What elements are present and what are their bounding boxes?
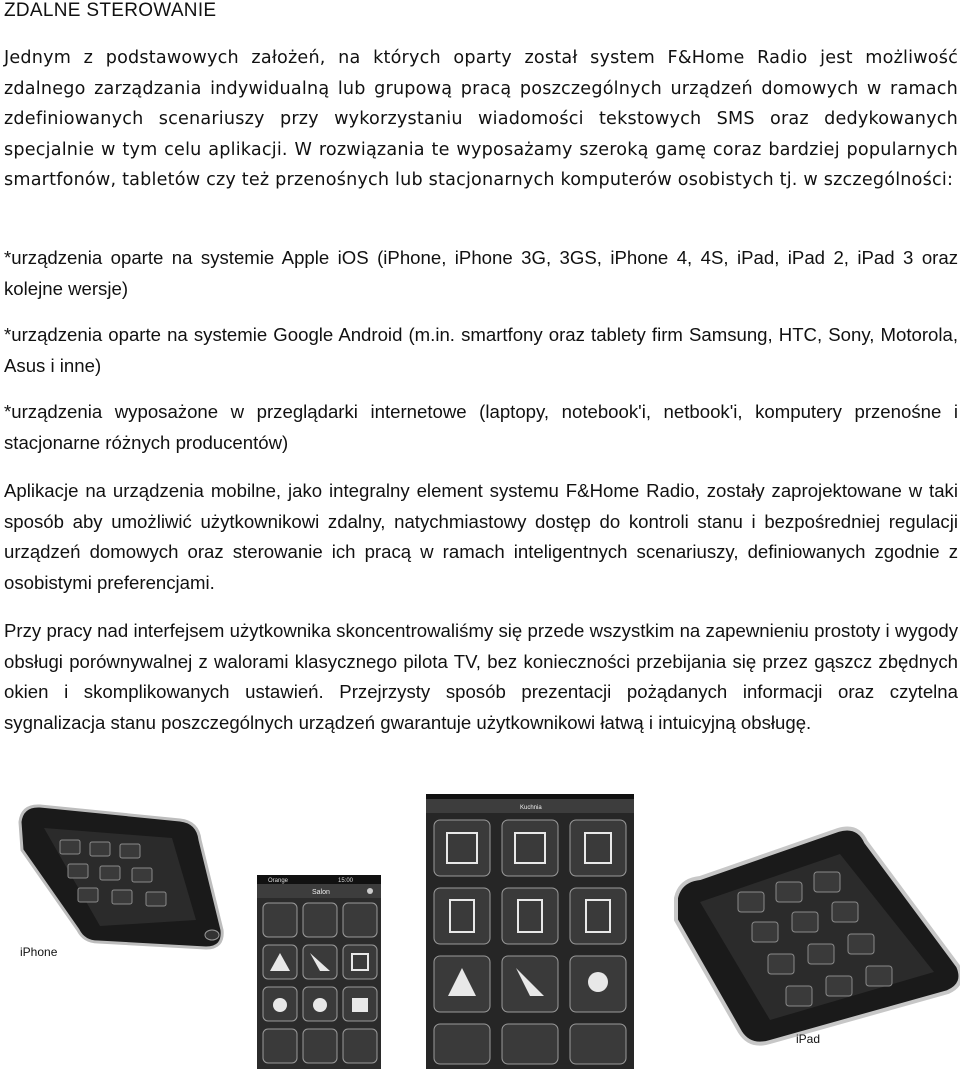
iphone-caption: iPhone [20,945,58,959]
paragraph-browsers: *urządzenia wyposażone w przeglądarki internetowe (laptopy, notebook'i, netbook'i, komputery przenośne i stacjonarne różnych producentów) [4,401,958,453]
paragraph-ios: *urządzenia oparte na systemie Apple iOS (iPhone, iPhone 3G, 3GS, iPhone 4, 4S, iPad, iPad 2, iPad 3 oraz kolejne wersje) [4,247,958,299]
paragraph-mobile-apps: Aplikacje na urządzenia mobilne, jako integralny element systemu F&Home Radio, zostały zaprojektowane w taki sposób aby umożliwić użytkownikowi zdalny, natychmiastowy dostęp do kontroli stanu i bezpośredniej regulacji urządzeń domowych oraz sterowanie ich pracą w ramach inteligentnych scenariuszy, definiowanych zgodnie z osobistymi preferencjami. [4,480,958,593]
phone-time: 15:00 [338,878,354,884]
ipad-caption: iPad [796,1032,821,1046]
paragraph-intro: Jednym z podstawowych założeń, na których oparty został system F&Home Radio jest możliwość zdalnego zarządzania indywidualną lub grupową pracą poszczególnych urządzeń domowych w ramach zdefiniowanych scenariuszy przy wykorzystaniu wiadomości tekstowych SMS oraz dedykowanych specjalnie w tym celu aplikacji. W rozwiązania te wyposażamy szeroką gamę coraz bardziej popularnych smartfonów, tabletów czy też przenośnych lub stacjonarnych komputerów osobistych tj. w szczególności: [4,48,958,191]
phone-carrier: Orange [268,878,289,884]
paragraph-android: *urządzenia oparte na systemie Google Android (m.in. smartfony oraz tablety firm Samsung, HTC, Sony, Motorola, Asus i inne) [4,324,958,376]
tablet-room-title: Kuchnia [520,805,542,811]
tablet-screen-image [426,794,634,1069]
document-title: ZDALNE STEROWANIE [4,0,217,21]
android-phone-screen-image [257,875,381,1069]
iphone-device-image [20,806,222,948]
ipad-device-image [676,829,960,1044]
phone-room-title: Salon [312,889,330,896]
paragraph-interface: Przy pracy nad interfejsem użytkownika skoncentrowaliśmy się przede wszystkim na zapewnieniu prostoty i wygody obsługi porównywalnej z walorami klasycznego pilota TV, bez konieczności przebijania się przez gąszcz zbędnych okien i skomplikowanych ustawień. Przejrzysty sposób prezentacji pożądanych informacji oraz czytelna sygnalizacja stanu poszczególnych urządzeń gwarantuje użytkownikowi łatwą i intuicyjną obsługę. [4,620,958,733]
device-illustrations [0,780,960,1069]
